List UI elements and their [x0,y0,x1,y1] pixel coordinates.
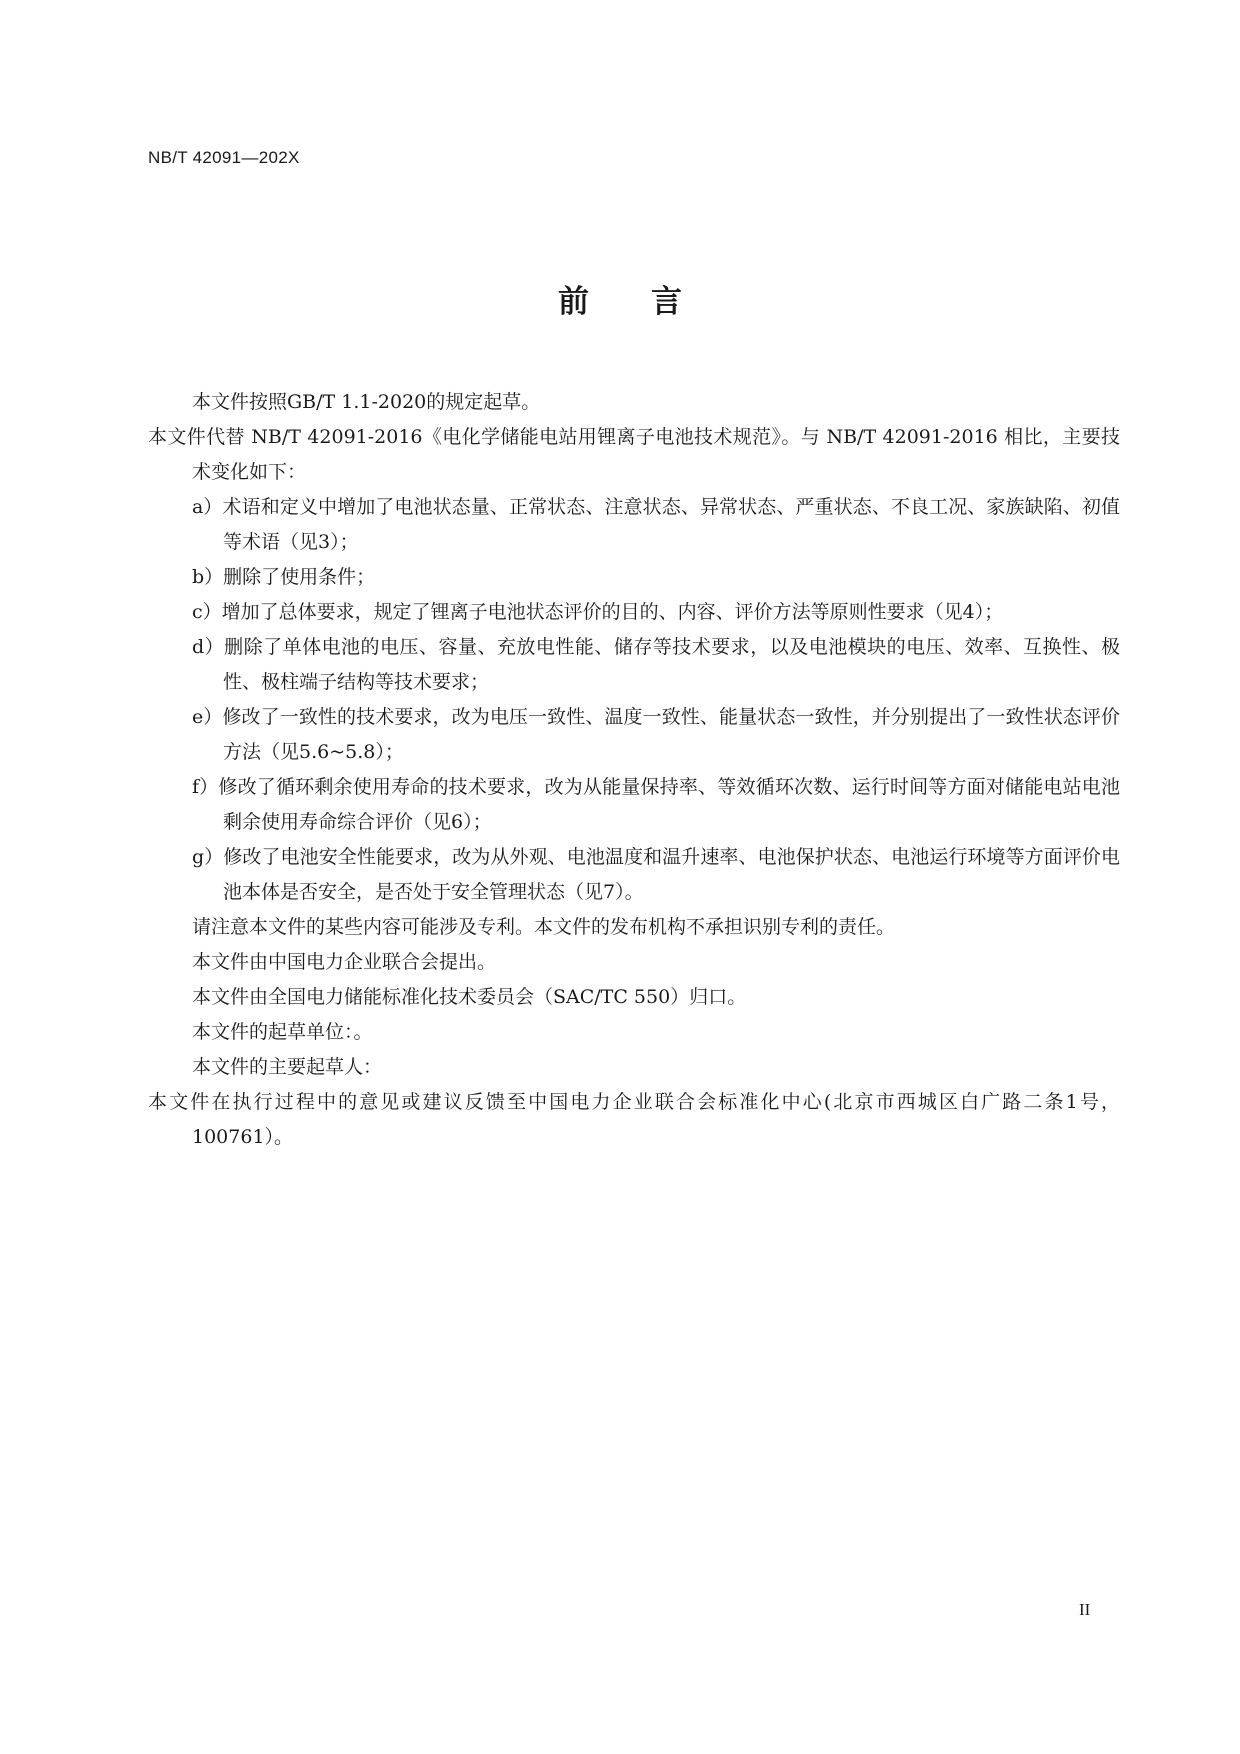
title-char-1: 前 [558,284,589,320]
foreword-body [148,385,1120,1155]
title-char-2: 言 [651,284,682,320]
page-title [0,276,1240,321]
paragraph-committee: 本文件由全国电力储能标准化技术委员会（SAC/TC 550）归口。 [192,986,747,1008]
change-item-g: g）修改了电池安全性能要求，改为从外观、电池温度和温升速率、电池保护状态、电池运行环境等方面评价电池本体是否安全，是否处于安全管理状态（见7）。 [192,846,1120,903]
document-code: NB/T 42091—202X [148,148,300,167]
change-item-b: b）删除了使用条件； [192,566,376,588]
paragraph-feedback: 本文件在执行过程中的意见或建议反馈至中国电力企业联合会标准化中心(北京市西城区白广路二条1号，100761）。 [148,1091,1120,1148]
paragraph-proposer: 本文件由中国电力企业联合会提出。 [192,951,497,973]
page-number: II [1079,1600,1091,1619]
change-item-f: f）修改了循环剩余使用寿命的技术要求，改为从能量保持率、等效循环次数、运行时间等方面对储能电站电池剩余使用寿命综合评价（见6）； [192,776,1120,833]
change-item-e: e）修改了一致性的技术要求，改为电压一致性、温度一致性、能量状态一致性，并分别提出了一致性状态评价方法（见5.6~5.8）； [192,706,1120,763]
change-item-c: c）增加了总体要求，规定了锂离子电池状态评价的目的、内容、评价方法等原则性要求（见4）； [192,601,1004,623]
change-item-a: a）术语和定义中增加了电池状态量、正常状态、注意状态、异常状态、严重状态、不良工况、家族缺陷、初值等术语（见3）； [192,496,1120,553]
paragraph-drafting-rule: 本文件按照GB/T 1.1-2020的规定起草。 [192,391,541,413]
paragraph-patent-notice: 请注意本文件的某些内容可能涉及专利。本文件的发布机构不承担识别专利的责任。 [192,916,896,938]
change-item-d: d）删除了单体电池的电压、容量、充放电性能、储存等技术要求，以及电池模块的电压、效率、互换性、极性、极柱端子结构等技术要求； [192,636,1120,693]
paragraph-drafters: 本文件的主要起草人： [192,1056,383,1078]
paragraph-drafting-units: 本文件的起草单位：。 [192,1021,373,1043]
paragraph-replacement: 本文件代替 NB/T 42091-2016《电化学储能电站用锂离子电池技术规范》。与 NB/T 42091-2016 相比，主要技术变化如下： [148,426,1120,483]
